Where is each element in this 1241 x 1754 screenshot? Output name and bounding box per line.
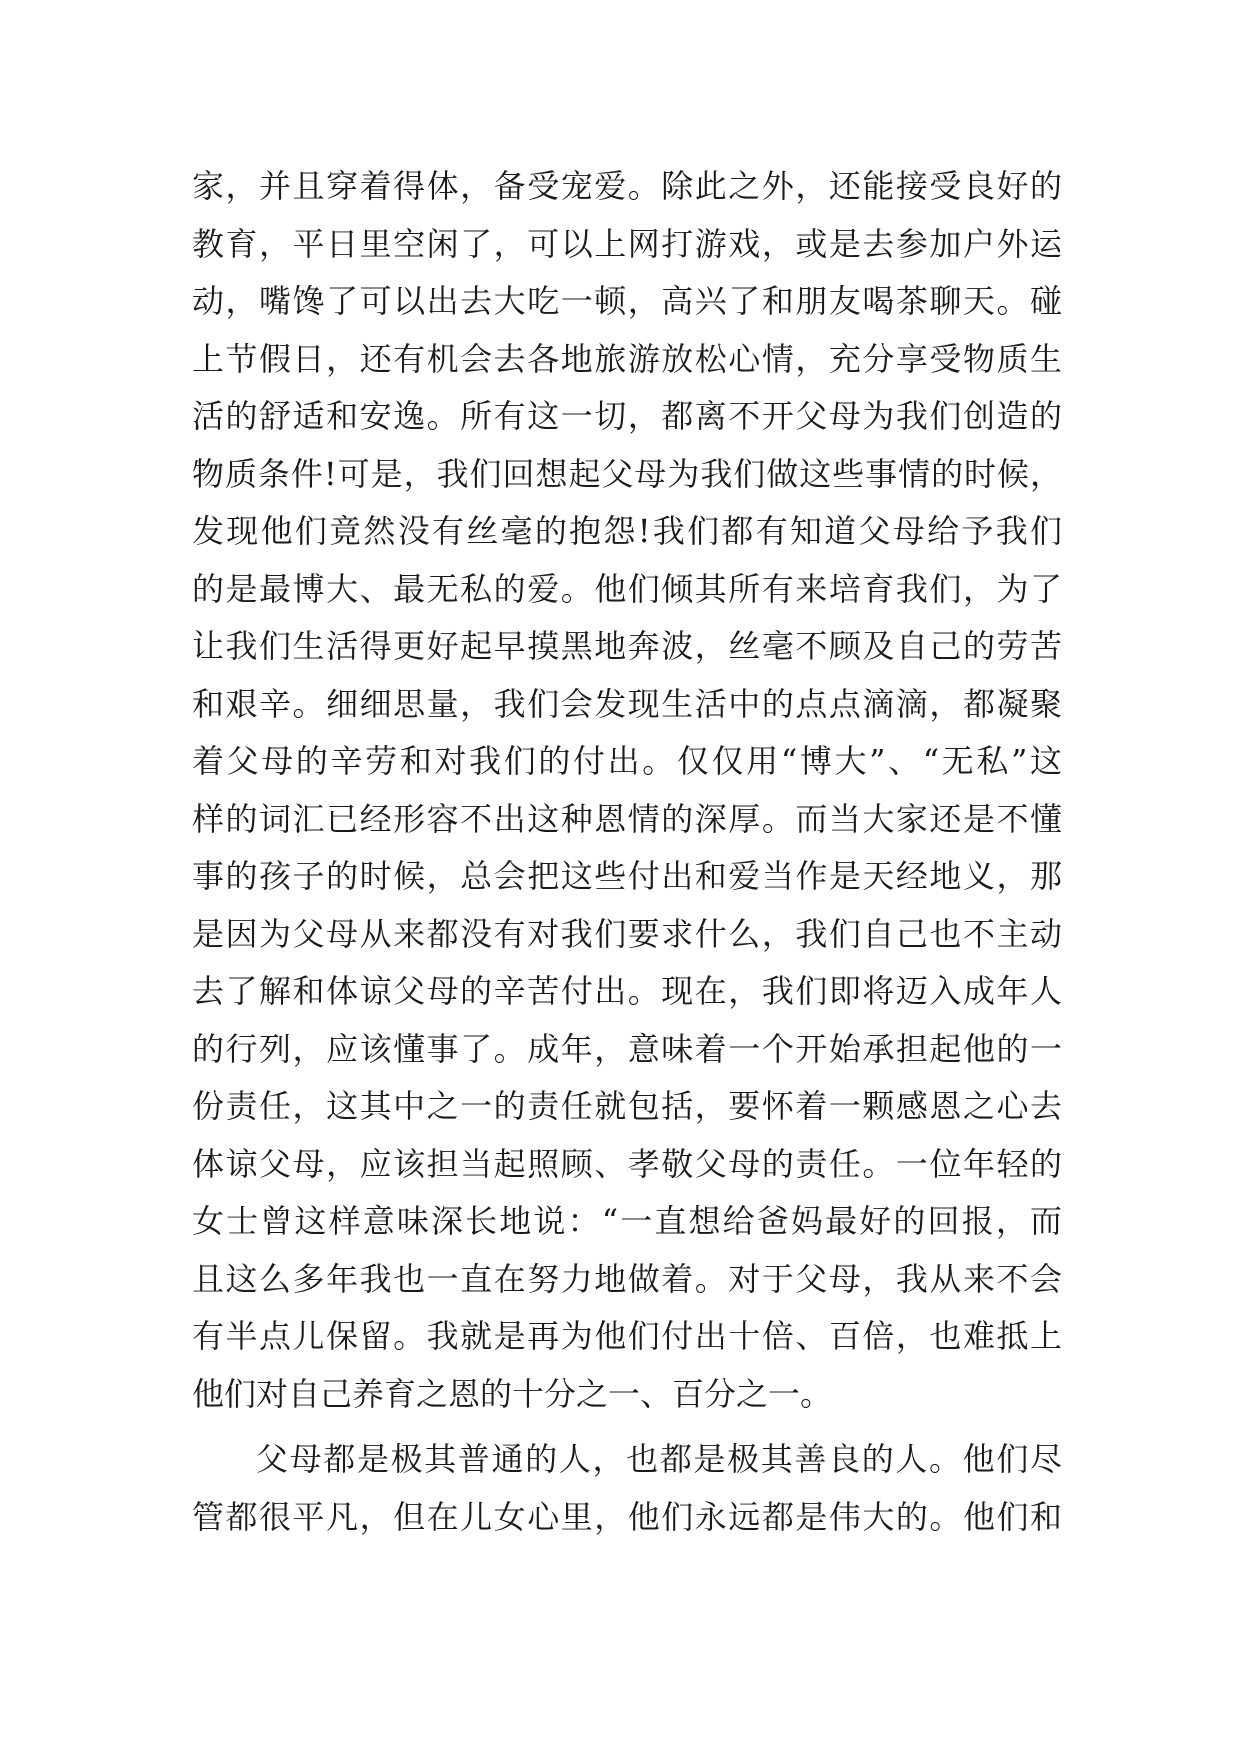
paragraph-spacer: [192, 1423, 1062, 1431]
text-line: 且这么多年我也一直在努力地做着。对于父母，我从来不会: [192, 1259, 1062, 1298]
text-line: 教育，平日里空闲了，可以上网打游戏，或是去参加户外运: [192, 224, 1062, 263]
text-line: 让我们生活得更好起早摸黑地奔波，丝毫不顾及自己的劳苦: [192, 627, 1062, 665]
text-line: 是因为父母从来都没有对我们要求什么，我们自己也不主动: [192, 914, 1062, 953]
text-line: 去了解和体谅父母的辛苦付出。现在，我们即将迈入成年人: [192, 972, 1062, 1010]
text-line: 的行列，应该懂事了。成年，意味着一个开始承担起他的一: [192, 1029, 1062, 1068]
text-line: 活的舒适和安逸。所有这一切，都离不开父母为我们创造的: [192, 397, 1062, 435]
text-line: 动，嘴馋了可以出去大吃一顿，高兴了和朋友喝茶聊天。碰: [192, 282, 1062, 320]
text-line: 管都很平凡，但在儿女心里，他们永远都是伟大的。他们和: [192, 1497, 1062, 1536]
text-line: 父母都是极其普通的人，也都是极其善良的人。他们尽: [256, 1440, 1062, 1478]
text-line: 事的孩子的时候，总会把这些付出和爱当作是天经地义，那: [192, 857, 1062, 895]
text-line: 上节假日，还有机会去各地旅游放松心情，充分享受物质生: [192, 339, 1062, 378]
text-line: 体谅父母，应该担当起照顾、孝敬父母的责任。一位年轻的: [192, 1144, 1062, 1183]
text-line: 物质条件!可是，我们回想起父母为我们做这些事情的时候，: [192, 454, 1062, 493]
text-line: 他们对自己养育之恩的十分之一、百分之一。: [192, 1374, 833, 1413]
body-text: [192, 158, 1062, 1546]
text-line: 女士曾这样意味深长地说：“一直想给爸妈最好的回报，而: [192, 1202, 1062, 1240]
text-line: 着父母的辛劳和对我们的付出。仅仅用“博大”、“无私”这: [192, 742, 1062, 780]
text-line: 发现他们竟然没有丝毫的抱怨!我们都有知道父母给予我们: [192, 512, 1062, 550]
text-line: 有半点儿保留。我就是再为他们付出十倍、百倍，也难抵上: [192, 1317, 1062, 1355]
text-line: 份责任，这其中之一的责任就包括，要怀着一颗感恩之心去: [192, 1087, 1062, 1125]
text-line: 家，并且穿着得体，备受宠爱。除此之外，还能接受良好的: [192, 167, 1062, 205]
text-line: 样的词汇已经形容不出这种恩情的深厚。而当大家还是不懂: [192, 799, 1062, 838]
text-line: 的是最博大、最无私的爱。他们倾其所有来培育我们，为了: [192, 569, 1062, 608]
paragraph-2: [192, 1431, 1062, 1546]
paragraph-1: [192, 158, 1062, 1423]
text-line: 和艰辛。细细思量，我们会发现生活中的点点滴滴，都凝聚: [192, 684, 1062, 723]
